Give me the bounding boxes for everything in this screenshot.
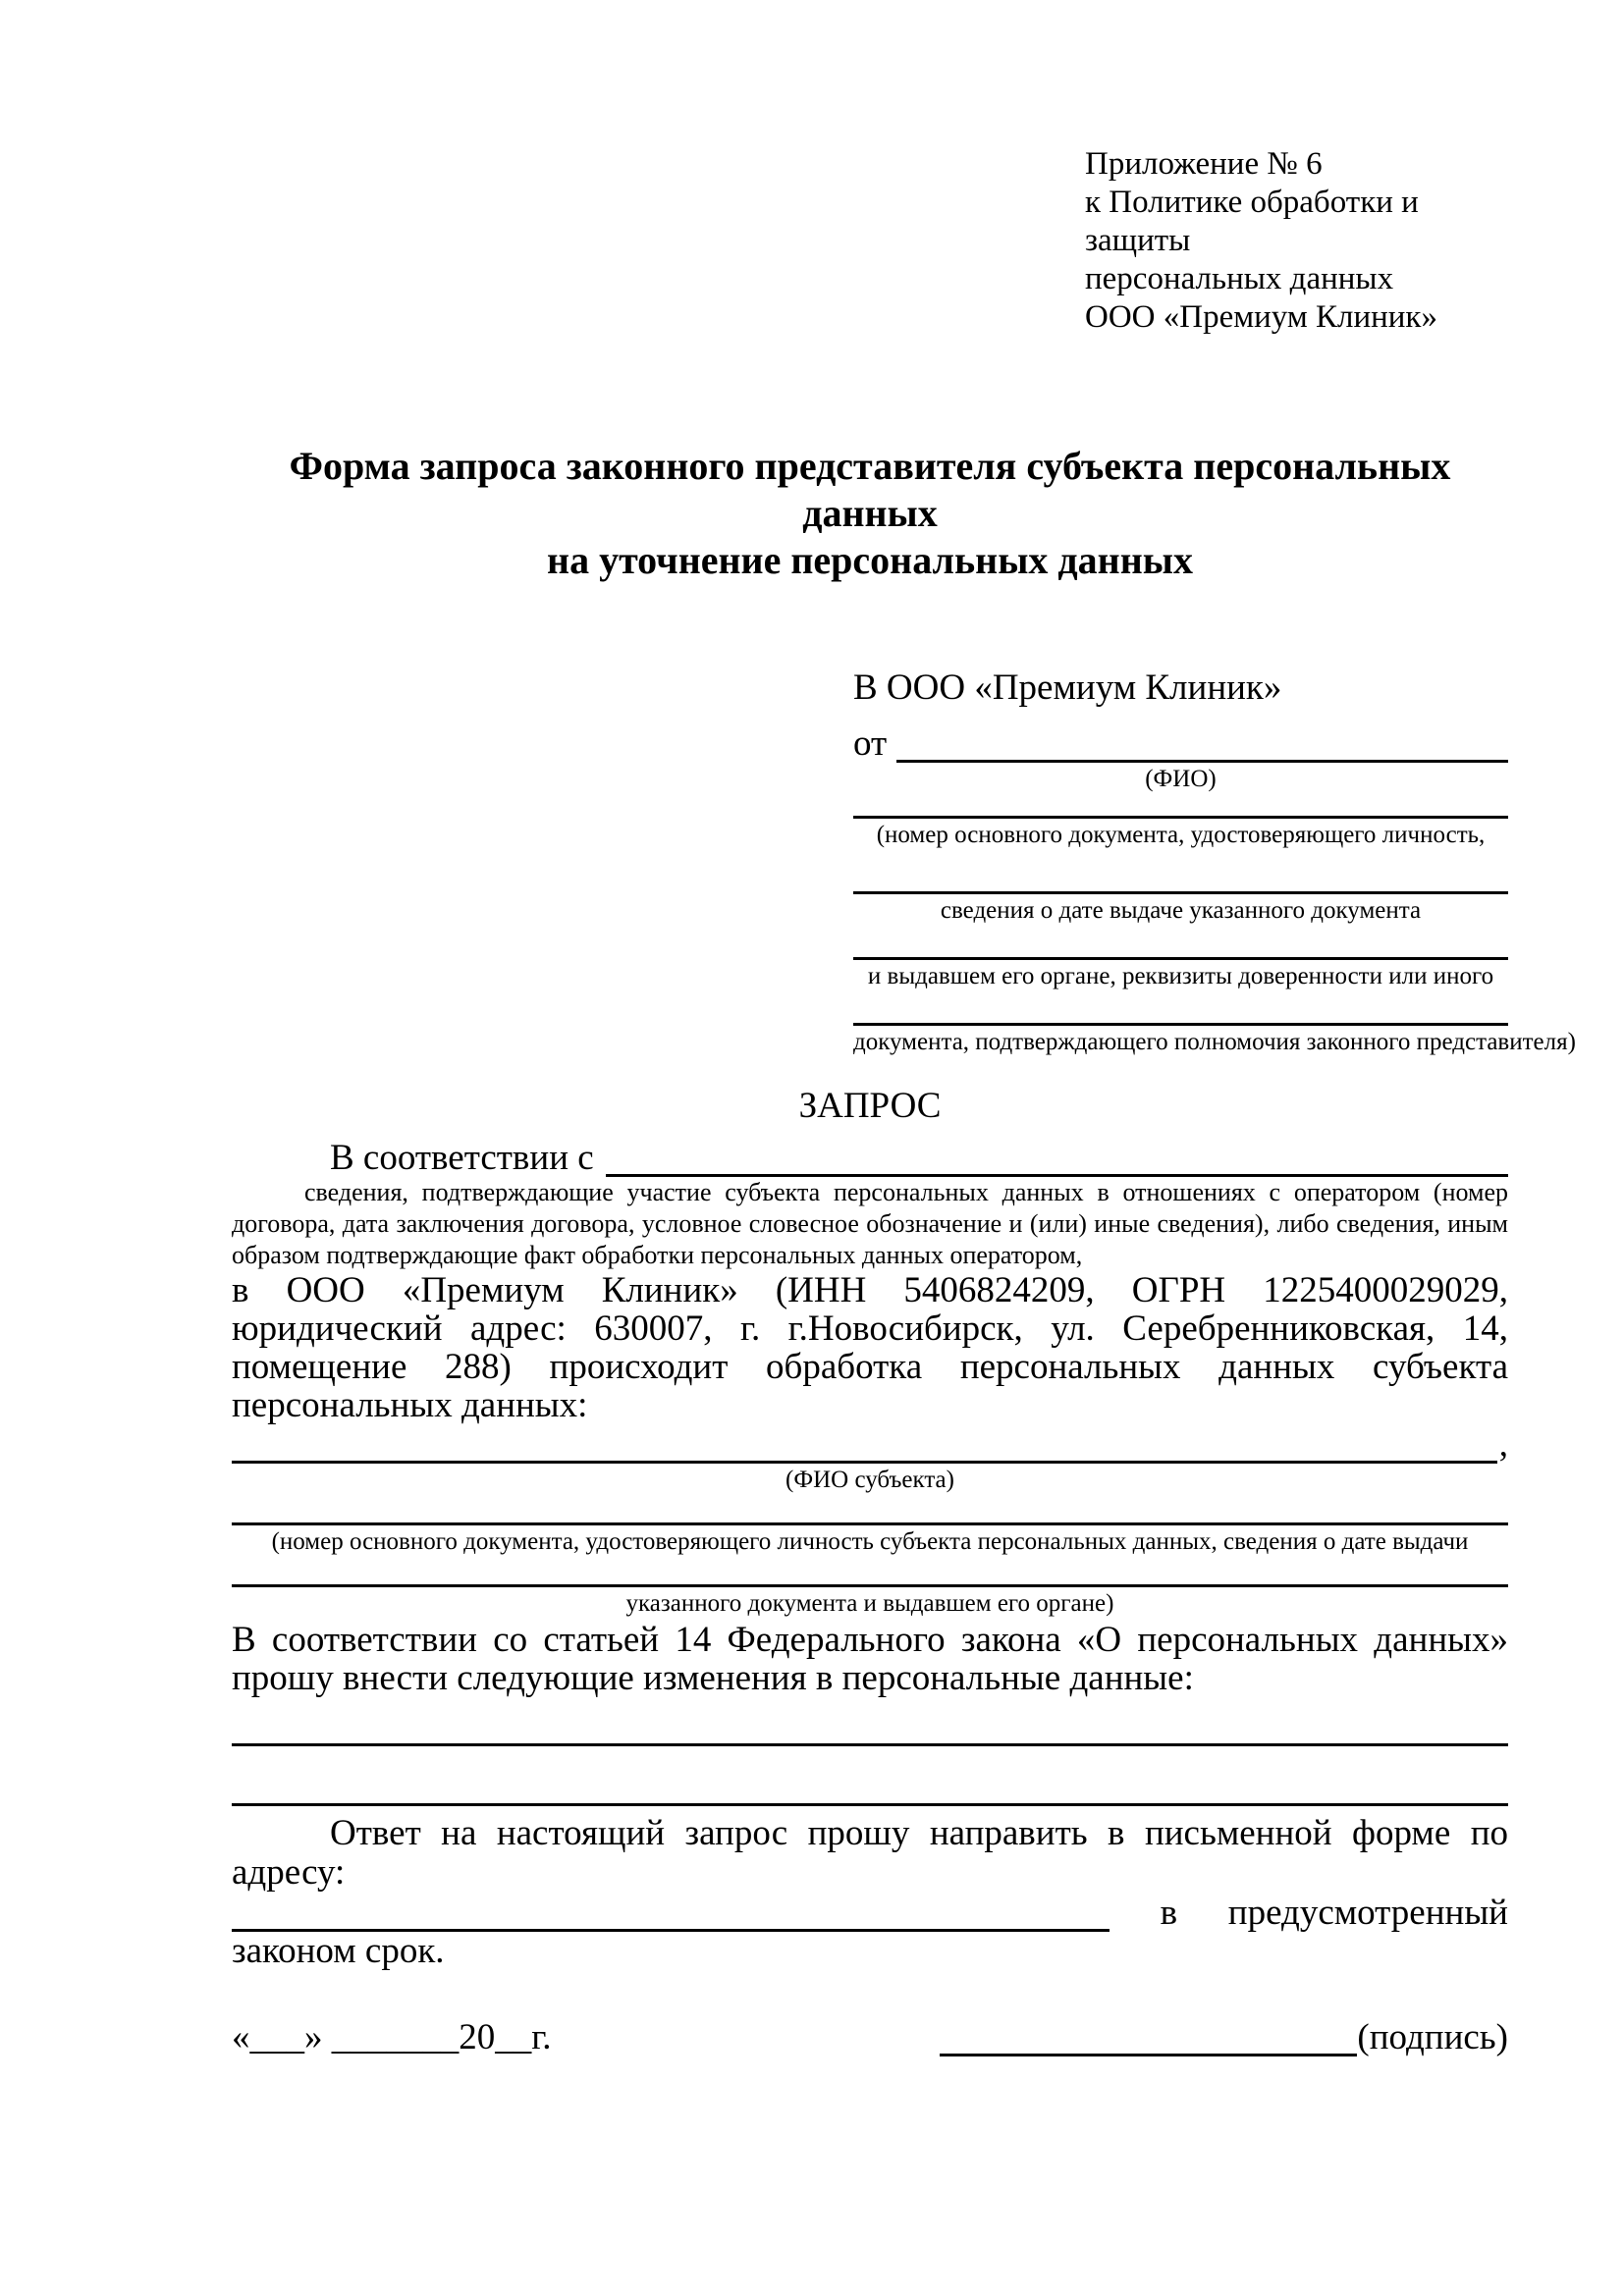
signature-group (940, 2018, 1508, 2056)
changes-blank-field[interactable] (232, 1746, 1508, 1806)
agreement-basis-blank-field[interactable] (606, 1134, 1508, 1177)
reply-paragraph-start: Ответ на настоящий запрос прошу направить в письменной форме по адресу: (232, 1813, 1508, 1893)
law-paragraph: В соответствии со статьей 14 Федерального закона «О персональных данных» прошу внести следующие изменения в персональные данные: (232, 1620, 1508, 1698)
reply-address-blank-field[interactable] (232, 1893, 1110, 1932)
reply-paragraph-end: законом срок. (232, 1931, 445, 1971)
annex-line: персональных данных (1085, 261, 1394, 296)
reply-address-row (232, 1893, 1508, 1932)
addressee-block (853, 667, 1576, 1059)
fio-caption: (ФИО) (1145, 766, 1217, 792)
intro-label: В соответствии с (330, 1137, 594, 1178)
footer-row (232, 2012, 1508, 2056)
reply-word: предусмотренный (1227, 1892, 1508, 1933)
document-title-line: Форма запроса законного представителя субъекта персональных данных (289, 444, 1451, 535)
trailing-comma: , (1498, 1423, 1508, 1465)
signature-blank-field[interactable] (940, 2018, 1357, 2056)
blank-caption: (номер основного документа, удостоверяющего личность, (876, 822, 1486, 848)
document-title (232, 443, 1508, 584)
representative-doc-blank-field[interactable] (853, 993, 1508, 1026)
subject-doc-blank-field[interactable] (232, 1559, 1508, 1587)
document-content (232, 145, 1576, 2057)
annex-line: ООО «Премиум Клиник» (1085, 299, 1437, 335)
document-title-line: на уточнение персональных данных (547, 538, 1193, 582)
blank-caption: сведения о дате выдаче указанного документа (940, 897, 1422, 924)
subject-doc-caption: указанного документа и выдавшем его органе) (625, 1590, 1114, 1617)
addressee-from-row (853, 714, 1508, 763)
intro-row (232, 1134, 1508, 1177)
representative-doc-blank-field[interactable] (853, 928, 1508, 960)
subject-fio-row (232, 1423, 1508, 1465)
operator-paragraph: в ООО «Премиум Клиник» (ИНН 5406824209, ОГРН 1225400029029, юридический адрес: 630007, г. г.Новосибирск, ул. Серебренниковская, 14, помещение 288) происходит обработка персональных данных субъекта персональных данных: (232, 1270, 1508, 1425)
annex-line: к Политике обработки и защиты (1085, 185, 1419, 258)
changes-blank-field[interactable] (232, 1719, 1508, 1746)
reply-word: в (1160, 1892, 1178, 1933)
intro-caption: сведения, подтверждающие участие субъекта персональных данных в отношениях с оператором (номер договора, дата заключения договора, условное словесное обозначение и (или) иные сведения), либо сведения, иным образом подтверждающие факт обработки персональных данных оператором, (232, 1178, 1508, 1269)
representative-doc-blank-field[interactable] (853, 796, 1508, 819)
from-fio-blank-field[interactable] (896, 714, 1508, 763)
subject-fio-caption: (ФИО субъекта) (785, 1467, 954, 1493)
request-heading: ЗАПРОС (798, 1086, 942, 1126)
from-label: от (853, 722, 888, 764)
subject-doc-blank-field[interactable] (232, 1497, 1508, 1525)
date-blank[interactable]: «___» _______20__г. (232, 2016, 552, 2057)
blank-caption: документа, подтверждающего полномочия законного представителя) (853, 1029, 1576, 1055)
subject-fio-blank-field[interactable] (232, 1438, 1497, 1464)
annex-line: Приложение № 6 (1085, 146, 1323, 182)
addressee-to: В ООО «Премиум Клиник» (853, 667, 1282, 708)
representative-doc-blank-field[interactable] (853, 852, 1508, 894)
blank-caption: и выдавшем его органе, реквизиты доверенности или иного (867, 963, 1494, 989)
annex-block (1085, 145, 1508, 337)
signature-caption: (подпись) (1357, 2016, 1508, 2057)
subject-doc-caption: (номер основного документа, удостоверяющего личность субъекта персональных данных, сведения о дате выдачи (271, 1528, 1469, 1555)
